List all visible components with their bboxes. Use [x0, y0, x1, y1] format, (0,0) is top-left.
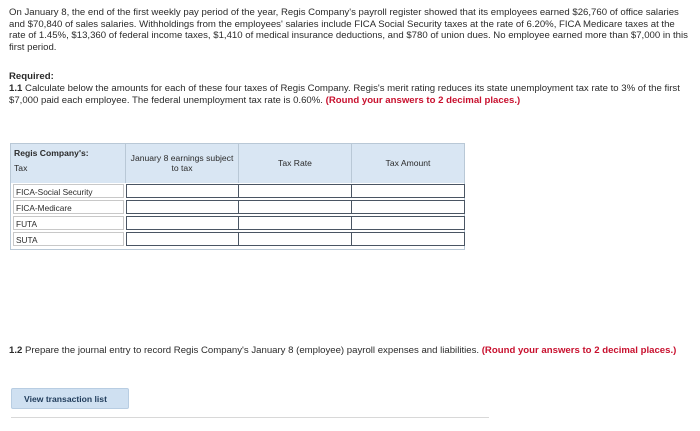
rate-input-futa[interactable]: [238, 216, 352, 230]
earnings-input-fica-medicare[interactable]: [126, 200, 239, 214]
bottom-divider: [11, 417, 489, 418]
row-label-fica-medicare: FICA-Medicare: [13, 200, 124, 214]
col-header-earnings: January 8 earnings subject to tax: [130, 152, 234, 173]
problem-intro: On January 8, the end of the first weekly pay period of the year, Regis Company's payroll register showed that its employees earned $26,760 of office salaries and $70,840 of sales salaries. Withholdings from the employees' salaries include FICA Social Security taxes at the rate of 6.20%, FICA Medicare taxes at the rate of 1.45%, $13,360 of federal income taxes, $1,410 of medical insurance deductions, and $780 of union dues. No employee earned more than $7,000 in this first period.: [9, 7, 688, 53]
row-label-suta: SUTA: [13, 232, 124, 246]
rate-input-suta[interactable]: [238, 232, 352, 246]
tax-table: [10, 143, 465, 250]
row-label-fica-social-security: FICA-Social Security: [13, 184, 124, 198]
col-header-rate: Tax Rate: [278, 157, 312, 168]
question-1-1: [9, 83, 689, 106]
table-title: Regis Company's:: [14, 148, 89, 158]
question-1-2-text: Prepare the journal entry to record Regis Company's January 8 (employee) payroll expenses and liabilities.: [25, 345, 480, 356]
amount-input-suta[interactable]: [351, 232, 465, 246]
question-1-2: [9, 345, 689, 357]
rate-input-fica-social-security[interactable]: [238, 184, 352, 198]
view-transaction-list-button[interactable]: View transaction list: [11, 388, 129, 409]
col-header-amount: Tax Amount: [385, 157, 431, 168]
amount-input-fica-social-security[interactable]: [351, 184, 465, 198]
earnings-input-futa[interactable]: [126, 216, 239, 230]
question-1-2-number: 1.2: [9, 345, 23, 356]
required-heading: Required:: [9, 71, 54, 82]
question-1-1-number: 1.1: [9, 83, 23, 94]
tax-table-header: [11, 144, 464, 183]
amount-input-fica-medicare[interactable]: [351, 200, 465, 214]
col-header-tax: Tax: [14, 162, 28, 173]
row-label-futa: FUTA: [13, 216, 124, 230]
question-1-1-text: Calculate below the amounts for each of these four taxes of Regis Company. Regis's merit rating reduces its state unemployment tax rate to 3% of the first $7,000 paid each employee. The federal unemployment tax rate is 0.60%.: [9, 83, 680, 106]
question-1-1-rounding: (Round your answers to 2 decimal places.): [325, 94, 521, 106]
earnings-input-suta[interactable]: [126, 232, 239, 246]
rate-input-fica-medicare[interactable]: [238, 200, 352, 214]
amount-input-futa[interactable]: [351, 216, 465, 230]
earnings-input-fica-social-security[interactable]: [126, 184, 239, 198]
question-1-2-rounding: (Round your answers to 2 decimal places.): [481, 345, 677, 356]
